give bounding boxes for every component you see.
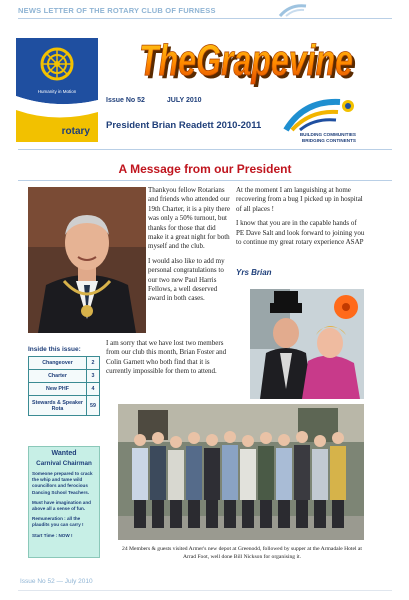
toc-row[interactable] [29, 370, 100, 383]
rotary-wheel-small-icon [342, 100, 354, 112]
article-paragraph-2: I would also like to add my personal congratulations to our two new Paul Harris Fellows, a well deserved award in both cases. [148, 256, 225, 303]
title-text: TheGrapevine [139, 36, 353, 85]
rotary-motto: Humanity in Motion [37, 89, 77, 94]
toc-page: 4 [87, 383, 100, 396]
article-paragraph-4: At the moment I am languishing at home recovering from a bug I picked up in hospital of all places ! [236, 186, 363, 213]
wanted-text-2: Must have imagination and above all a sense of fun. [32, 499, 91, 512]
article-column-2 [236, 186, 366, 252]
title-shadow: TheGrapevine [142, 39, 356, 88]
wanted-title: Wanted [51, 450, 77, 457]
toc-row[interactable] [29, 357, 100, 370]
inside-issue-title: Inside this issue: [28, 346, 81, 353]
rotary-wheel-icon [42, 49, 72, 79]
footer-divider [18, 590, 392, 591]
toc-page: 59 [87, 396, 100, 416]
article-paragraph-1: Thankyou fellow Rotarians and friends who attended our 19th Charter, it is a pity there was only a 50% turnout, but thanks for those that did make it a great night for both myself and the club. [148, 186, 230, 251]
article-paragraph-3: I am sorry that we have lost two members from our club this month, Brian Foster and Colin Garnett who both find that it is currently impossible for them to attend. [106, 339, 227, 376]
page-footer: Issue No 52 — July 2010 [20, 578, 93, 585]
toc-label: Changeover [29, 357, 87, 370]
section-divider [18, 149, 392, 150]
centenary-line1: BUILDING COMMUNITIES [299, 132, 356, 137]
toc-label: Stewards & Speaker Rota [29, 396, 87, 416]
issue-date: JULY 2010 [166, 97, 202, 104]
article-headline: A Message from our President [118, 162, 292, 176]
wanted-box [28, 446, 100, 558]
inside-issue-table [28, 356, 100, 416]
article-column-1 [148, 186, 230, 309]
photo-caption: 24 Members & guests visited Armer's new depot at Greenodd, followed by supper at the Armadale Hotel at Arrad Foot, well done Bill Nickson for organising it. [122, 546, 362, 560]
toc-row[interactable] [29, 383, 100, 396]
toc-page: 2 [87, 357, 100, 370]
president-signature: Yrs Brian [236, 268, 272, 277]
centenary-logo [282, 96, 358, 144]
wanted-subtitle: Carnival Chairman [36, 460, 92, 467]
wanted-text-1: Someone prepared to crack the whip and tame wild councillors and ferocious Dancing School Teachers. [32, 471, 93, 495]
newsletter-title [136, 26, 364, 92]
header-divider [18, 18, 392, 19]
article-column-1b [106, 339, 230, 382]
president-couple-photo [250, 289, 364, 399]
wanted-text-3: Remuneration : all the plaudits you can carry ! [32, 516, 84, 528]
president-portrait-photo [28, 187, 146, 333]
newsletter-banner: NEWS LETTER OF THE ROTARY CLUB OF FURNESS [18, 6, 216, 15]
toc-row[interactable] [29, 396, 100, 416]
toc-label: New PHF [29, 383, 87, 396]
rotary-wordmark: rotary [61, 126, 90, 137]
headline-divider [18, 180, 392, 181]
issue-number: Issue No 52 [106, 97, 145, 104]
wanted-text-4: Start Time : NOW ! [32, 532, 73, 538]
group-photo [118, 404, 364, 540]
article-paragraph-5: I know that you are in the capable hands of PE Dave Salt and look forward to joining you to continue my great rotary experience ASAP [236, 219, 365, 247]
rotary-flag-logo [16, 38, 98, 142]
rotary-centennial-small-logo [278, 2, 308, 18]
centenary-line2: BRIDGING CONTINENTS [301, 138, 356, 143]
toc-label: Charter [29, 370, 87, 383]
toc-page: 3 [87, 370, 100, 383]
president-line: President Brian Readett 2010-2011 [106, 120, 262, 131]
issue-info [106, 97, 222, 104]
